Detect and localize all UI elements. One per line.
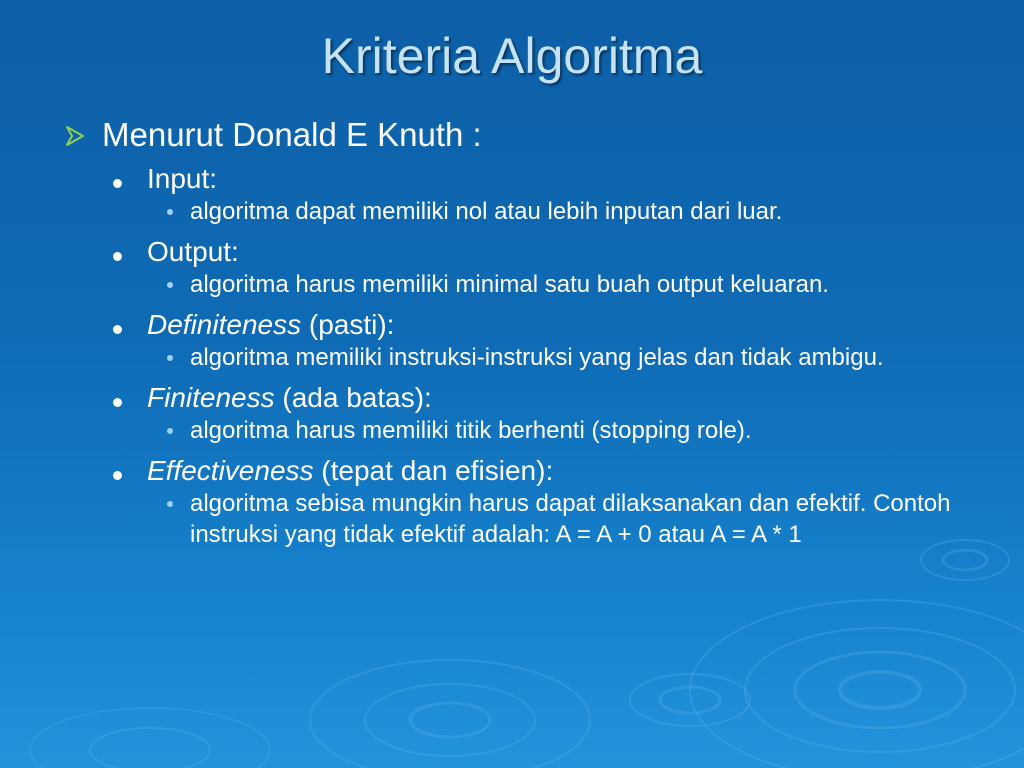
criterion-detail-input	[60, 196, 970, 227]
small-dot-bullet-icon	[167, 428, 173, 434]
filled-circle-bullet-icon	[113, 179, 122, 188]
filled-circle-bullet-icon	[113, 325, 122, 334]
slide-title: Kriteria Algoritma	[321, 28, 703, 84]
criterion-definiteness	[60, 308, 980, 342]
criterion-detail: algoritma memiliki instruksi-instruksi yang jelas dan tidak ambigu.	[190, 344, 884, 371]
criterion-detail-finiteness	[60, 415, 970, 446]
filled-circle-bullet-icon	[113, 471, 122, 480]
heading-text: Menurut Donald E Knuth :	[102, 116, 482, 153]
criterion-detail: algoritma harus memiliki minimal satu buah output keluaran.	[190, 271, 829, 298]
criterion-detail: algoritma sebisa mungkin harus dapat dilaksanakan dan efektif. Contoh instruksi yang tidak efektif adalah: A = A + 0 atau A = A * 1	[190, 490, 951, 548]
criterion-term: Output:	[147, 236, 239, 267]
slide-body	[60, 114, 980, 558]
small-dot-bullet-icon	[167, 355, 173, 361]
criterion-detail-definiteness	[60, 342, 970, 373]
criterion-term: Input:	[147, 163, 218, 194]
heading-bullet-item	[60, 114, 980, 156]
small-dot-bullet-icon	[167, 501, 173, 507]
small-dot-bullet-icon	[167, 209, 173, 215]
criterion-term-rest: (tepat dan efisien):	[313, 455, 554, 486]
arrowhead-bullet-icon	[64, 125, 86, 147]
criterion-detail: algoritma harus memiliki titik berhenti (stopping role).	[190, 417, 752, 444]
criterion-term-italic: Finiteness	[147, 382, 275, 413]
criterion-detail-output	[60, 269, 970, 300]
small-dot-bullet-icon	[167, 282, 173, 288]
criterion-input	[60, 162, 980, 196]
criterion-effectiveness	[60, 454, 980, 488]
criterion-term-rest: (ada batas):	[274, 382, 432, 413]
filled-circle-bullet-icon	[113, 252, 122, 261]
criterion-term-italic: Effectiveness	[147, 455, 314, 486]
criterion-term-italic: Definiteness	[147, 309, 302, 340]
criterion-term-rest: (pasti):	[301, 309, 395, 340]
criterion-output	[60, 235, 980, 269]
criterion-detail: algoritma dapat memiliki nol atau lebih inputan dari luar.	[190, 198, 783, 225]
filled-circle-bullet-icon	[113, 398, 122, 407]
criterion-finiteness	[60, 381, 980, 415]
criterion-detail-effectiveness	[60, 488, 970, 550]
